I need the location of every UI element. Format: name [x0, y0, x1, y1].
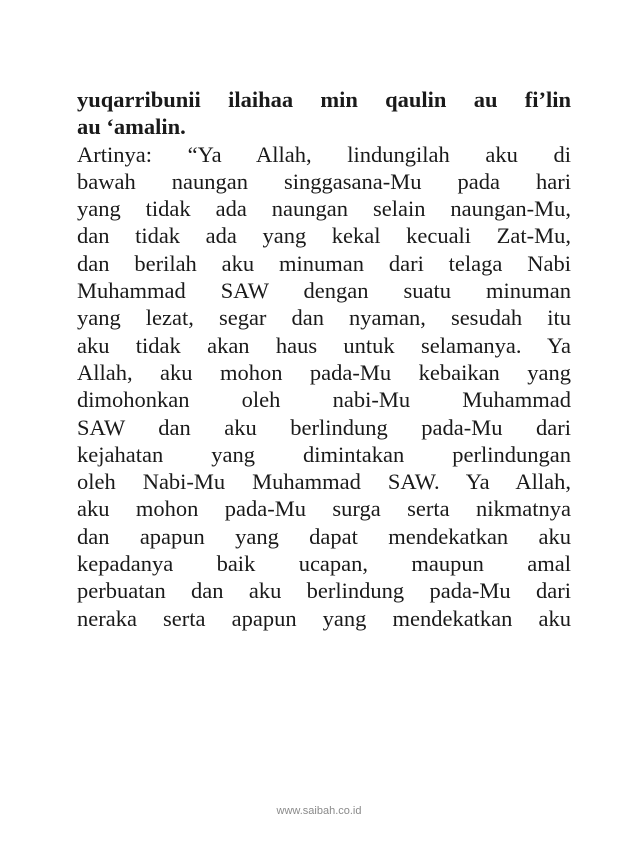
body-text	[77, 86, 571, 632]
text-line: dan apapun yang dapat mendekatkan aku	[77, 523, 571, 549]
text-line: perbuatan dan aku berlindung pada-Mu dari	[77, 578, 571, 604]
text-line: Allah, aku mohon pada-Mu kebaikan yang	[77, 359, 571, 385]
text-line: dimohonkan oleh nabi-Mu Muhammad	[77, 387, 571, 413]
text-line: neraka serta apapun yang mendekatkan aku	[77, 605, 571, 631]
text-line: Artinya: “Ya Allah, lindungilah aku di	[77, 141, 571, 167]
text-line: bawah naungan singgasana-Mu pada hari	[77, 168, 571, 194]
bold-text-line: au ‘amalin.	[77, 114, 186, 140]
bold-text-line: yuqarribunii ilaihaa min qaulin au fi’lin	[77, 87, 571, 112]
text-line: dan berilah aku minuman dari telaga Nabi	[77, 250, 571, 276]
text-line: aku tidak akan haus untuk selamanya. Ya	[77, 332, 571, 358]
text-line: Muhammad SAW dengan suatu minuman	[77, 278, 571, 304]
text-line: kepadanya baik ucapan, maupun amal	[77, 551, 571, 577]
text-line: aku mohon pada-Mu surga serta nikmatnya	[77, 496, 571, 522]
text-line: yang tidak ada naungan selain naungan-Mu,	[77, 196, 571, 222]
text-line: dan tidak ada yang kekal kecuali Zat-Mu,	[77, 223, 571, 249]
text-line: kejahatan yang dimintakan perlindungan	[77, 441, 571, 467]
text-line: SAW dan aku berlindung pada-Mu dari	[77, 414, 571, 440]
text-line: oleh Nabi-Mu Muhammad SAW. Ya Allah,	[77, 469, 571, 495]
footer-url: www.saibah.co.id	[276, 805, 362, 817]
text-line: yang lezat, segar dan nyaman, sesudah itu	[77, 305, 571, 331]
